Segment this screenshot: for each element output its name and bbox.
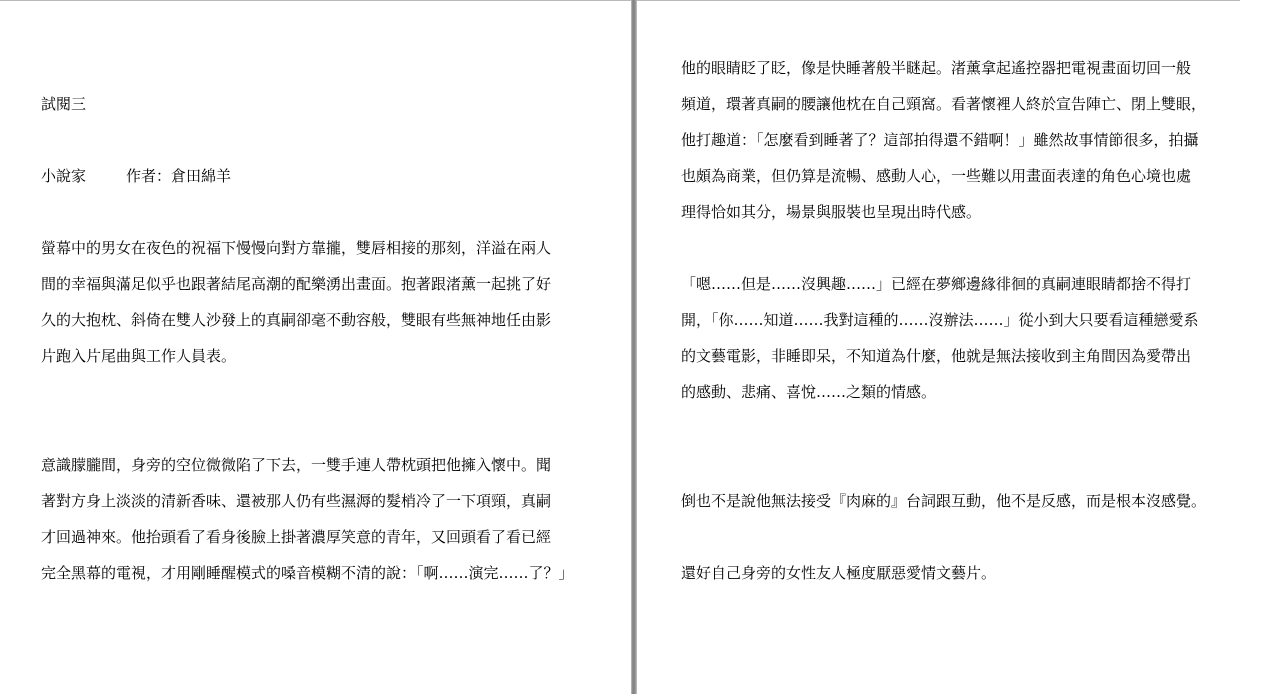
byline — [41, 167, 231, 185]
text-line: 久的大抱枕、斜倚在雙人沙發上的真嗣卻毫不動容般，雙眼有些無神地任由影 — [41, 311, 552, 329]
text-line: 的感動、悲痛、喜悅……之類的情感。 — [681, 383, 937, 401]
right-page — [637, 1, 1240, 694]
text-line: 理得恰如其分，場景與服裝也呈現出時代感。 — [681, 203, 982, 221]
text-line: 螢幕中的男女在夜色的祝福下慢慢向對方靠攏，雙唇相接的那刻，洋溢在兩人 — [41, 239, 552, 257]
text-line: 「嗯……但是……沒興趣……」已經在夢鄉邊緣徘徊的真嗣連眼睛都捨不得打 — [681, 275, 1192, 293]
text-line: 間的幸福與滿足似乎也跟著結尾高潮的配樂湧出畫面。抱著跟渚薰一起挑了好 — [41, 275, 552, 293]
text-line: 才回過神來。他抬頭看了看身後臉上掛著濃厚笑意的青年，又回頭看了看已經 — [41, 528, 552, 546]
chapter-title: 試閱三 — [41, 95, 87, 113]
author-label: 作者：倉田綿羊 — [126, 167, 232, 185]
text-line: 他的眼睛眨了眨，像是快睡著般半瞇起。渚薰拿起遙控器把電視畫面切回一般 — [681, 59, 1192, 77]
text-line: 著對方身上淡淡的清新香味、還被那人仍有些濕溽的髮梢冷了一下項頸，真嗣 — [41, 492, 552, 510]
left-page — [0, 1, 631, 694]
text-line: 頻道，環著真嗣的腰讓他枕在自己頸窩。看著懷裡人終於宣告陣亡、閉上雙眼， — [681, 95, 1207, 113]
window-margin — [1240, 0, 1288, 694]
text-line: 也頗為商業，但仍算是流暢、感動人心，一些難以用畫面表達的角色心境也處 — [681, 167, 1192, 185]
text-line: 倒也不是說他無法接受『肉麻的』台詞跟互動，他不是反感，而是根本沒感覺。 — [681, 492, 1207, 510]
text-line: 意識朦朧間，身旁的空位微微陷了下去，一雙手連人帶枕頭把他擁入懷中。聞 — [41, 456, 552, 474]
category-label: 小說家 — [41, 167, 87, 185]
text-line: 片跑入片尾曲與工作人員表。 — [41, 347, 237, 365]
text-line: 他打趣道：「怎麼看到睡著了？這部拍得還不錯啊！」雖然故事情節很多，拍攝 — [681, 131, 1199, 149]
text-line: 還好自己身旁的女性友人極度厭惡愛情文藝片。 — [681, 564, 997, 582]
text-line: 的文藝電影，非睡即呆，不知道為什麼，他就是無法接收到主角間因為愛帶出 — [681, 347, 1192, 365]
text-line: 開，「你……知道……我對這種的……沒辦法……」從小到大只要看這種戀愛系 — [681, 311, 1199, 329]
text-line: 完全黑幕的電視，才用剛睡醒模式的嗓音模糊不清的說：「啊……演完……了？」 — [41, 564, 574, 582]
